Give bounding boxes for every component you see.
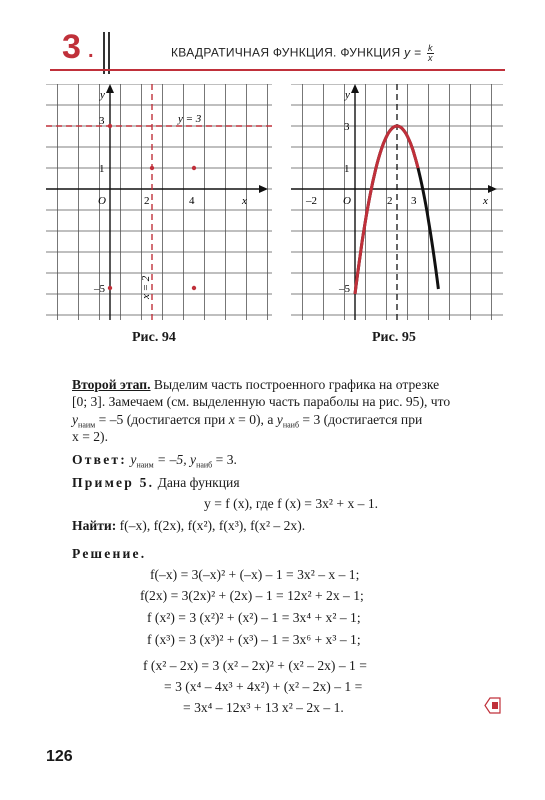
answer-label: Ответ: — [72, 452, 128, 467]
tick-label: 4 — [189, 195, 195, 207]
origin-label: O — [343, 195, 351, 207]
point — [192, 286, 196, 290]
text: = –5 (достигается при — [95, 412, 229, 427]
end-of-example-icon — [484, 697, 501, 714]
y-axis-arrow-icon — [106, 84, 114, 93]
origin-label: O — [98, 195, 106, 207]
x-axis-label: x — [483, 195, 488, 207]
stage-label: Второй этап. — [72, 377, 151, 392]
fraction-denominator: x — [427, 53, 433, 63]
var: x — [228, 412, 235, 427]
text-line: [0; 3]. Замечаем (см. выделенную часть параболы на рис. 95), что — [72, 394, 451, 409]
header-divider — [103, 32, 105, 74]
equation: f (x³) = 3 (x³)² + (x³) – 1 = 3x⁶ + x³ – 1; — [147, 632, 361, 647]
subscript: наиб — [282, 420, 300, 430]
text-line — [72, 377, 439, 393]
equation: f (x² – 2x) = 3 (x² – 2x)² + (x² – 2x) – 1 = — [143, 658, 367, 673]
text-line — [72, 412, 422, 430]
equation: f(2x) = 3(2x)² + (2x) – 1 = 12x² + 2x – 1; — [140, 588, 364, 603]
example-line — [72, 475, 240, 491]
header-rule — [50, 69, 505, 71]
tick-label: 2 — [144, 195, 150, 207]
chapter-title — [171, 44, 434, 63]
example-text: Дана функция — [154, 475, 240, 490]
figure-95-caption: Рис. 95 — [372, 330, 416, 345]
tick-label: 3 — [99, 115, 105, 127]
point — [192, 166, 196, 170]
figure-95-graph — [291, 84, 503, 320]
tick-label: 1 — [344, 163, 350, 175]
equation: f(–x) = 3(–x)² + (–x) – 1 = 3x² – x – 1; — [150, 567, 360, 582]
answer-line — [72, 452, 237, 470]
equation: = 3 (x⁴ – 4x³ + 4x²) + (x² – 2x) – 1 = — [164, 679, 363, 694]
var: y — [276, 412, 283, 427]
chapter-number: 3 — [62, 28, 81, 66]
example-label: Пример 5. — [72, 475, 155, 490]
tick-label: 3 — [344, 121, 350, 133]
line-label: x = 2 — [140, 275, 152, 299]
tick-label: 3 — [411, 195, 417, 207]
subscript: наим — [78, 420, 96, 430]
chapter-title-fraction — [427, 44, 434, 63]
header-divider — [108, 32, 110, 74]
find-line — [72, 518, 305, 534]
tick-label: –2 — [306, 195, 317, 207]
line-label: y = 3 — [178, 113, 202, 125]
solution-heading: Решение. — [72, 546, 147, 561]
find-text: f(–x), f(2x), f(x²), f(x³), f(x² – 2x). — [116, 518, 306, 533]
point — [108, 286, 112, 290]
text: = 3 (достигается при — [299, 412, 423, 427]
find-label: Найти: — [72, 518, 117, 533]
figure-94-caption: Рис. 94 — [132, 330, 176, 345]
tick-label: 1 — [99, 163, 105, 175]
tick-label: –5 — [94, 283, 105, 295]
chapter-title-text: КВАДРАТИЧНАЯ ФУНКЦИЯ. ФУНКЦИЯ — [171, 45, 401, 60]
text: y — [127, 452, 137, 467]
subscript: наиб — [196, 460, 213, 470]
y-axis-arrow-icon — [351, 84, 359, 93]
grid — [46, 84, 272, 320]
x-axis-label: x — [242, 195, 247, 207]
fraction-numerator: k — [427, 43, 433, 53]
text: = –5, y — [153, 452, 197, 467]
text-line: x = 2). — [72, 429, 108, 444]
solution-label — [72, 546, 146, 562]
page-header — [0, 0, 545, 80]
chapter-dot: . — [88, 40, 94, 62]
chapter-title-var: y = — [404, 45, 422, 60]
equation: = 3x⁴ – 12x³ + 13 x² – 2x – 1. — [183, 700, 344, 715]
tick-label: –5 — [339, 283, 350, 295]
var: y — [72, 412, 79, 427]
figure-94-graph — [46, 84, 272, 320]
tick-label: 2 — [387, 195, 393, 207]
page-number: 126 — [46, 748, 73, 765]
text: = 3. — [212, 452, 237, 467]
point — [150, 166, 154, 170]
text: = 0), а — [234, 412, 277, 427]
point — [108, 124, 112, 128]
x-axis-arrow-icon — [259, 185, 268, 193]
function-definition: y = f (x), где f (x) = 3x² + x – 1. — [204, 496, 379, 511]
x-axis-arrow-icon — [488, 185, 497, 193]
equation: f (x²) = 3 (x²)² + (x²) – 1 = 3x⁴ + x² – 1; — [147, 610, 361, 625]
stage-text: Выделим часть построенного графика на отрезке — [150, 377, 440, 392]
y-axis-label: y — [345, 89, 350, 101]
y-axis-label: y — [100, 89, 105, 101]
subscript: наим — [136, 460, 154, 470]
